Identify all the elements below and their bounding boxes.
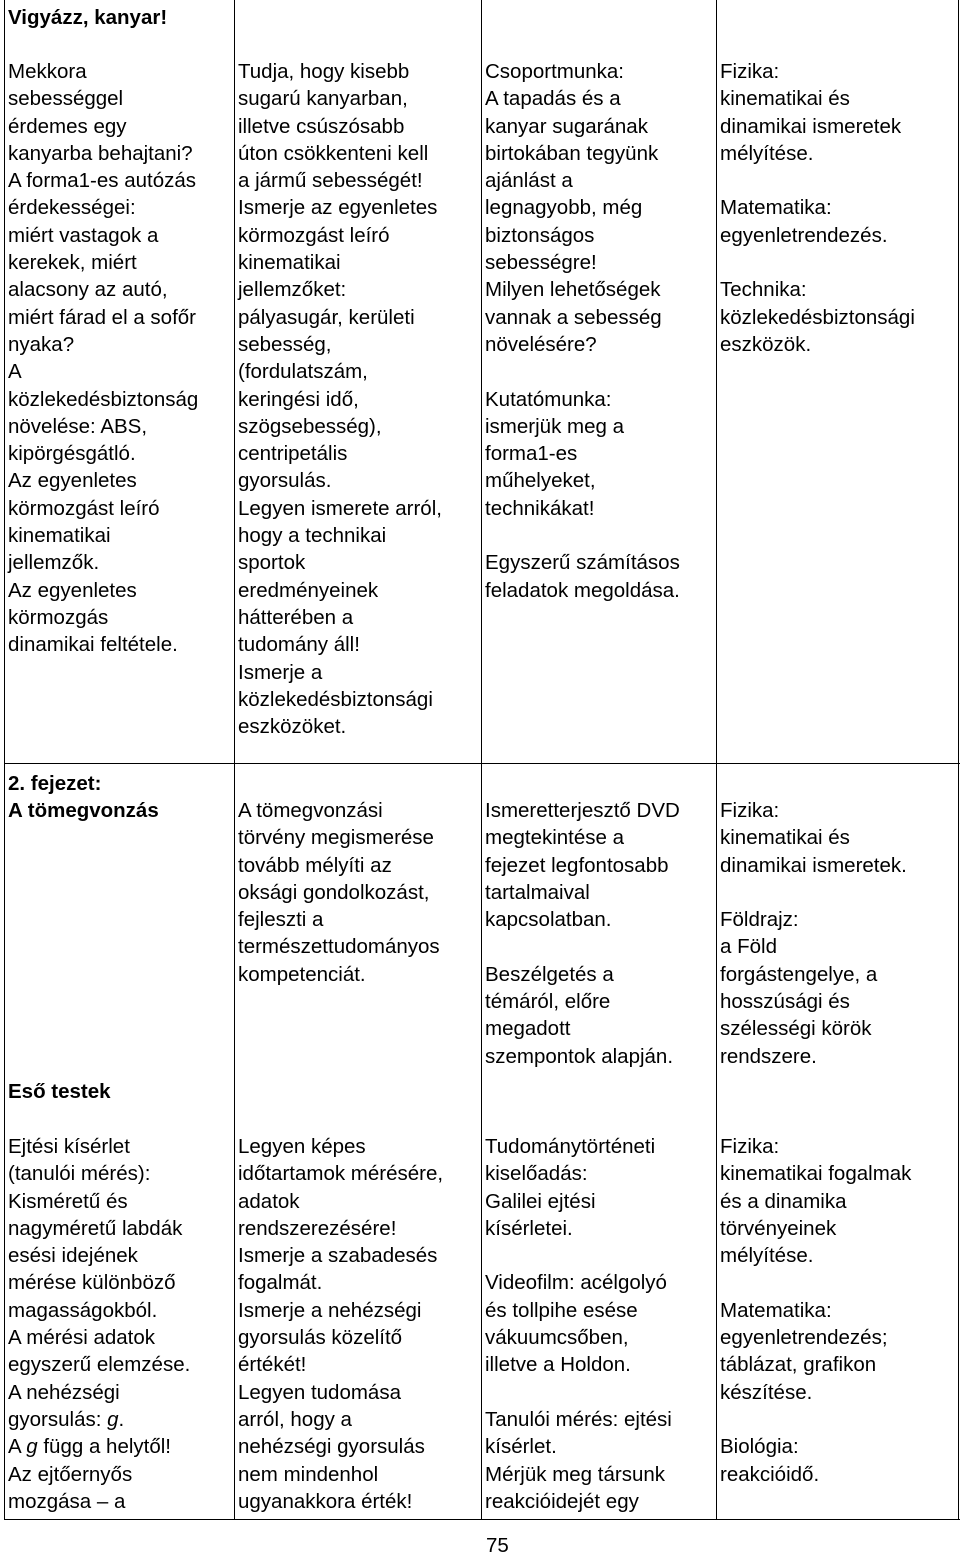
section-3-connections: Fizika: kinematikai fogalmak és a dinamika törvényeinek mélyítése. Matematika: egyenletrendezés; táblázat, grafikon készítése. Biológia: reakcióidő. [720,1135,912,1486]
column-divider-3 [716,0,717,1520]
section-title-vigyazz-kanyar: Vigyázz, kanyar! [8,6,168,29]
column-divider-1 [234,0,235,1520]
section-1-connections: Fizika: kinematikai és dinamikai ismeretek mélyítése. Matematika: egyenletrendezés. Technika: közlekedésbiztonsági eszközök. [720,60,915,356]
section-3-activities: Tudománytörténeti kiselőadás: Galilei ejtési kísérletei. Videofilm: acélgolyó és tollpihe esése vákuumcsőben, illetve a Holdon. Tanulói mérés: ejtési kísérlet. Mérjük meg társunk reakcióidejét egy [485,1135,672,1513]
section-3-requirements: Legyen képes időtartamok mérésére, adatok rendszerezésére! Ismerje a szabadesés fogalmát. Ismerje a nehézségi gyorsulás közelítő értékét! Legyen tudomása arról, hogy a nehézségi gyorsulás nem mindenhol ugyanakkora érték! [238,1135,444,1513]
section-1-topics: Mekkora sebességgel érdemes egy kanyarba behajtani? A forma1-es autózás érdekességei: miért vastagok a kerekek, miért alacsony az autó, miért fárad el a sofőr nyaka? A közlekedésbiztonság növelése: ABS, kipörgésgátló. Az egyenletes körmozgást leíró kinematikai jellemzők. Az egyenletes körmozgás dinamikai feltétele. [8,60,199,657]
section-2-requirements: A tömegvonzási törvény megismerése tovább mélyíti az oksági gondolkozást, fejleszti a természettudományos kompetenciát. [238,799,440,986]
section-1-requirements: Tudja, hogy kisebb sugarú kanyarban, illetve csúszósabb úton csökkenteni kell a jármű sebességét! Ismerje az egyenletes körmozgást leíró kinematikai jellemzőket: pályasugár, kerületi sebesség, (fordulatszám, keringési idő, szögsebesség), centripetális gyorsulás. Legyen ismerete arról, hogy a technikai sportok eredményeinek hátterében a tudomány áll! Ismerje a közlekedésbiztonsági eszközöket. [238,60,442,739]
section-1-activities: Csoportmunka: A tapadás és a kanyar sugarának birtokában tegyünk ajánlást a legnagyobb, még biztonságos sebességre! Milyen lehetőségek vannak a sebesség növelésére? Kutatómunka: ismerjük meg a forma1-es műhelyeket, technikákat! Egyszerű számításos feladatok megoldása. [485,60,680,602]
table-border-right [958,0,959,1520]
chapter-2-title: 2. fejezet: A tömegvonzás [8,772,159,823]
row-divider-1 [4,763,960,764]
section-title-eso-testek: Eső testek [8,1080,111,1103]
column-divider-2 [481,0,482,1520]
section-2-connections: Fizika: kinematikai és dinamikai ismeretek. Földrajz: a Föld forgástengelye, a hosszúsági és szélességi körök rendszere. [720,799,907,1068]
section-2-activities: Ismeretterjesztő DVD megtekintése a fejezet legfontosabb tartalmaival kapcsolatban. Beszélgetés a témáról, előre megadott szempontok alapján. [485,799,680,1068]
page-number: 75 [486,1534,509,1557]
table-border-bottom [4,1519,960,1520]
table-border-left [4,0,5,1520]
section-3-topics: Ejtési kísérlet (tanulói mérés): Kisméretű és nagyméretű labdák esési idejének mérése különböző magasságokból. A mérési adatok egyszerű elemzése. A nehézségi gyorsulás: g. A g függ a helytől! Az ejtőernyős mozgása – a [8,1135,191,1513]
